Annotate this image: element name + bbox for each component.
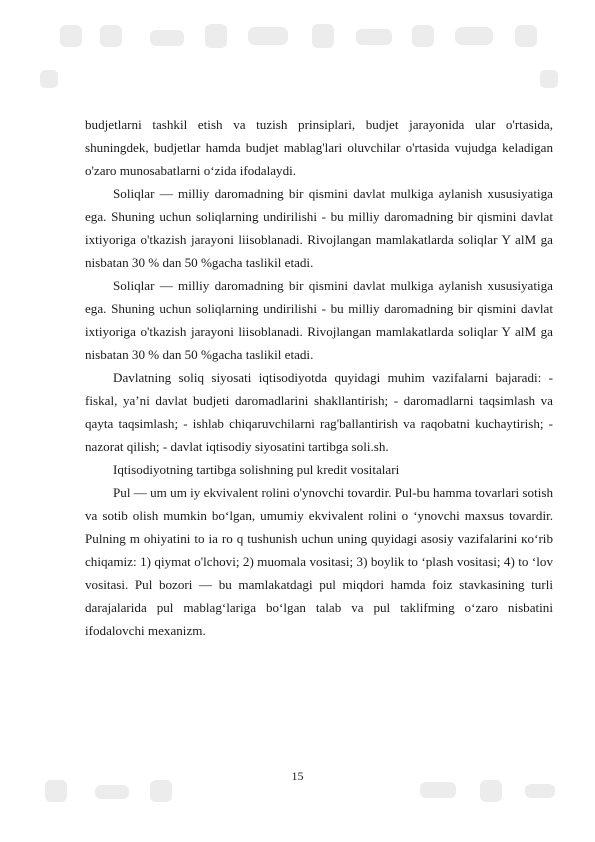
page-number: 15	[291, 769, 304, 783]
paragraph-taxes-definition: Soliqlar — milliy daromadning bir qismini davlat mulkiga aylanish xususiyatiga ega. Shuning uchun soliqlarning undirilishi - bu milliy daromadning bir qismini davlat ixtiyoriga o'tkazish jarayoni liisoblanadi. Rivojlangan mamlakatlarda soliqlar Y alM ga nisbatan 30 % dan 50 %gacha taslikil etadi.	[85, 186, 553, 270]
section-heading-monetary-tools: Iqtisodiyotning tartibga solishning pul kredit vositalari	[113, 462, 400, 477]
paragraph-tax-policy-functions: Davlatning soliq siyosati iqtisodiyotda quyidagi muhim vazifalarni bajaradi: - fiskal, ya’ni davlat budjeti daromadlarini shakllantirish; - daromadlarni taqsimlash va qayta taqsimlash; - ishlab chiqaruvchilarni rag'ballantirish va raqobatni kuchaytirish; - nazorat qilish; - davlat iqtisodiy siyosatini tartibga soli.sh.	[85, 370, 553, 454]
document-body	[85, 113, 553, 642]
paragraph-budget-principles: budjetlarni tashkil etish va tuzish prinsiplari, budjet jarayonida ular o'rtasida, shuningdek, budjetlar hamda budjet mablag'lari oluvchilar o'rtasida vujudga keladigan o'zaro munosabatlarni o‘zida ifodalaydi.	[85, 117, 553, 178]
paragraph-money-definition: Pul — um um iy ekvivalent rolini o'ynovchi tovardir. Pul-bu hamma tovarlari sotish va sotib olish mumkin bo‘lgan, umumiy ekvivalent rolini o ‘ynovchi maxsus tovardir. Pulning m ohiyatini to ia ro q tushunish uchun uning quyidagi asosiy vazifalarini кo‘rib chiqamiz: 1) qiymat o'lchovi; 2) muomala vositasi; 3) boylik to ‘plash vositasi; 4) to ‘lov vositasi. Pul bozori — bu mamlakatdagi pul miqdori hamda foiz stavkasining turli darajalarida pul mablag‘lariga bo‘lgan talab va pul taklifming o‘zaro nisbatini ifodalovchi mexanizm.	[85, 485, 553, 638]
paragraph-taxes-definition-repeat: Soliqlar — milliy daromadning bir qismini davlat mulkiga aylanish xususiyatiga ega. Shuning uchun soliqlarning undirilishi - bu milliy daromadning bir qismini davlat ixtiyoriga o'tkazish jarayoni liisoblanadi. Rivojlangan mamlakatlarda soliqlar Y alM ga nisbatan 30 % dan 50 %gacha taslikil etadi.	[85, 278, 553, 362]
